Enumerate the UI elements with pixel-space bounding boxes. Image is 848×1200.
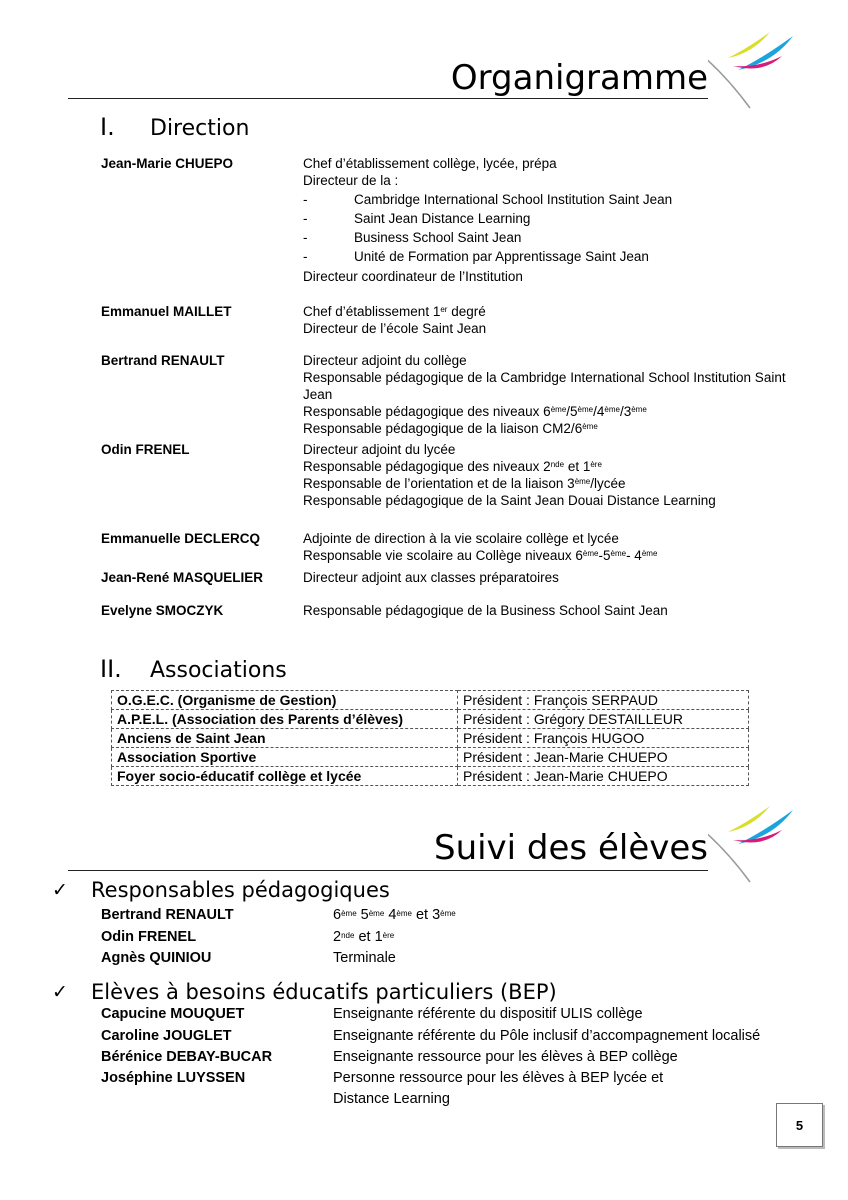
role-line: Adjointe de direction à la vie scolaire collège et lycée — [303, 531, 619, 546]
person-value: Enseignante référente du Pôle inclusif d’accompagnement localisé — [333, 1028, 761, 1044]
person-roles — [303, 441, 716, 509]
brand-logo — [708, 18, 808, 113]
section-heading-associations — [100, 655, 287, 683]
person-roles — [303, 352, 818, 437]
table-cell: Association Sportive — [112, 748, 458, 767]
role-line: Directeur de la : — [303, 173, 399, 188]
subheading-responsables: Responsables pédagogiques — [91, 878, 390, 902]
table-cell: Président : François SERPAUD — [458, 691, 749, 710]
person-roles — [303, 569, 559, 586]
list-item: Saint Jean Distance Learning — [354, 211, 531, 226]
title-divider — [68, 870, 708, 871]
role-line: Responsable vie scolaire au Collège niveaux 6ème-5ème- 4ème — [303, 548, 658, 563]
role-line: Responsable pédagogique de la liaison CM2/6ème — [303, 421, 598, 436]
person-value: 2nde et 1ère — [333, 929, 395, 945]
person-name: Odin FRENEL — [101, 929, 197, 945]
table-row — [112, 691, 749, 710]
table-row — [112, 767, 749, 786]
table-cell: Anciens de Saint Jean — [112, 729, 458, 748]
section-number: II. — [100, 655, 122, 683]
role-line: Responsable de l’orientation et de la liaison 3ème/lycée — [303, 476, 626, 491]
table-row — [112, 748, 749, 767]
section-number: I. — [100, 113, 115, 141]
role-line: Chef d’établissement 1er degré — [303, 304, 486, 319]
person-name: Bertrand RENAULT — [101, 353, 225, 368]
person-name: Emmanuelle DECLERCQ — [101, 531, 261, 546]
role-line: Responsable pédagogique des niveaux 2nde et 1ère — [303, 459, 602, 474]
person-name: Evelyne SMOCZYK — [101, 603, 224, 618]
person-name: Joséphine LUYSSEN — [101, 1070, 246, 1086]
person-name: Agnès QUINIOU — [101, 950, 212, 966]
table-cell: A.P.E.L. (Association des Parents d’élèves) — [112, 710, 458, 729]
section-title: Associations — [150, 658, 287, 683]
section-title-suivi: Suivi des élèves — [433, 828, 708, 868]
role-line: Directeur adjoint aux classes préparatoires — [303, 570, 559, 585]
list-item: Unité de Formation par Apprentissage Saint Jean — [354, 249, 649, 264]
check-icon: ✓ — [52, 982, 68, 1003]
page-title: Organigramme — [450, 58, 708, 98]
table-cell: Foyer socio-éducatif collège et lycée — [112, 767, 458, 786]
table-row — [112, 729, 749, 748]
section-heading-direction — [100, 113, 249, 141]
page-number: 5 — [776, 1103, 823, 1147]
person-value: Enseignante référente du dispositif ULIS collège — [333, 1006, 643, 1022]
role-line: Directeur coordinateur de l’Institution — [303, 269, 523, 284]
table-cell: Président : Grégory DESTAILLEUR — [458, 710, 749, 729]
table-cell: Président : François HUGOO — [458, 729, 749, 748]
role-line: Directeur adjoint du lycée — [303, 442, 456, 457]
subheading-bep: Elèves à besoins éducatifs particuliers (BEP) — [91, 980, 557, 1004]
person-value: 6ème 5ème 4ème et 3ème — [333, 907, 456, 923]
title-divider — [68, 98, 708, 99]
brand-logo — [708, 792, 808, 887]
person-value: Personne ressource pour les élèves à BEP lycée et Distance Learning — [333, 1070, 664, 1107]
person-name: Capucine MOUQUET — [101, 1006, 245, 1022]
person-name: Caroline JOUGLET — [101, 1028, 232, 1044]
table-cell: O.G.E.C. (Organisme de Gestion) — [112, 691, 458, 710]
role-line: Responsable pédagogique de la Saint Jean Douai Distance Learning — [303, 493, 716, 508]
role-line: Responsable pédagogique de la Business School Saint Jean — [303, 603, 668, 618]
list-item: Business School Saint Jean — [354, 230, 522, 245]
associations-table — [111, 690, 749, 786]
section-title: Direction — [150, 116, 250, 141]
person-roles — [303, 602, 668, 619]
role-line: Chef d’établissement collège, lycée, prépa — [303, 156, 557, 171]
person-value: Terminale — [333, 950, 396, 966]
person-name: Odin FRENEL — [101, 442, 190, 457]
table-cell: Président : Jean-Marie CHUEPO — [458, 767, 749, 786]
person-name: Jean-René MASQUELIER — [101, 570, 264, 585]
table-row — [112, 710, 749, 729]
check-icon: ✓ — [52, 880, 68, 901]
person-roles — [303, 303, 486, 337]
person-name: Jean-Marie CHUEPO — [101, 156, 234, 171]
table-cell: Président : Jean-Marie CHUEPO — [458, 748, 749, 767]
list-item: Cambridge International School Institution Saint Jean — [354, 192, 673, 207]
role-line: Responsable pédagogique des niveaux 6ème/5ème/4ème/3ème — [303, 404, 647, 419]
person-name: Bertrand RENAULT — [101, 907, 234, 923]
role-line: Directeur adjoint du collège — [303, 353, 467, 368]
role-line: Directeur de l’école Saint Jean — [303, 321, 487, 336]
person-roles — [303, 530, 657, 564]
person-name: Emmanuel MAILLET — [101, 304, 232, 319]
person-value: Enseignante ressource pour les élèves à BEP collège — [333, 1049, 678, 1065]
person-roles — [303, 155, 672, 285]
person-name: Bérénice DEBAY-BUCAR — [101, 1049, 273, 1065]
role-line: Responsable pédagogique de la Cambridge International School Institution Saint Jean — [303, 370, 786, 402]
